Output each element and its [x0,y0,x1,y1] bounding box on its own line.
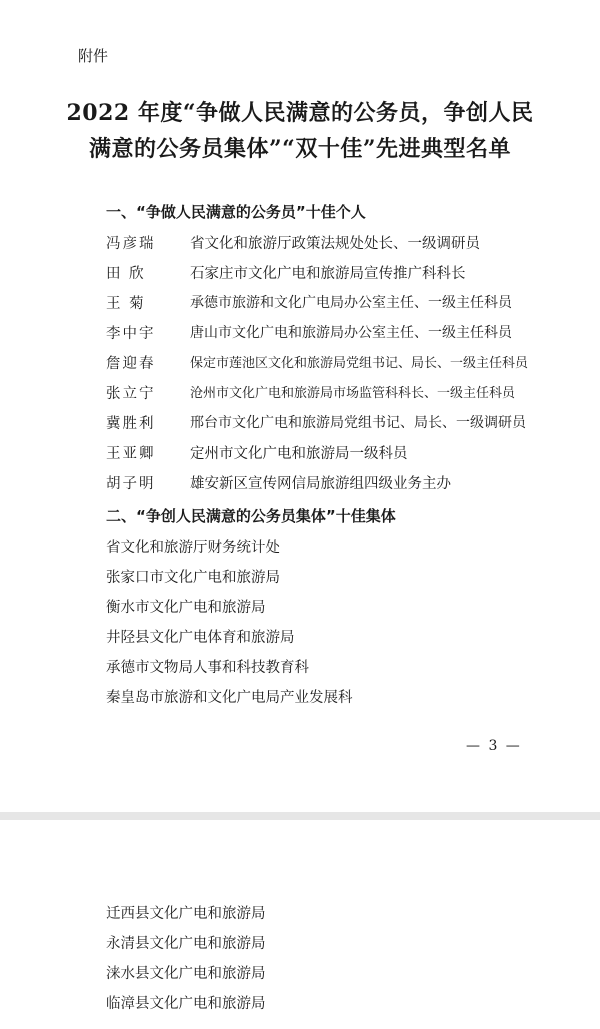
page-number: — 3 — [466,738,522,754]
group-item: 省文化和旅游厅财务统计处 [106,540,280,556]
person-row [0,322,600,352]
group-item: 永清县文化广电和旅游局 [106,936,266,952]
section-2-heading: 二、“争创人民满意的公务员集体”十佳集体 [106,507,396,525]
person-name: 李中宇 [106,326,156,342]
person-position: 石家庄市文化广电和旅游局宣传推广科科长 [190,266,466,282]
person-name: 王亚卿 [106,446,156,462]
person-row [0,232,600,262]
group-item: 井陉县文化广电体育和旅游局 [106,630,295,646]
person-name: 田 欣 [106,266,146,282]
page-separator [0,812,600,820]
person-row [0,442,600,472]
person-position: 定州市文化广电和旅游局一级科员 [190,446,408,462]
group-item: 迁西县文化广电和旅游局 [106,906,266,922]
person-position: 唐山市文化广电和旅游局办公室主任、一级主任科员 [190,325,512,341]
group-item: 衡水市文化广电和旅游局 [106,600,266,616]
person-row [0,352,600,382]
document-title-line-1: 2022 年度“争做人民满意的公务员，争创人民 [66,100,534,126]
group-item: 张家口市文化广电和旅游局 [106,570,280,586]
person-row [0,262,600,292]
person-row [0,382,600,412]
attachment-label: 附件 [78,47,109,65]
person-position: 沧州市文化广电和旅游局市场监管科科长、一级主任科员 [190,386,516,401]
person-name: 王 菊 [106,296,146,312]
section-1-heading: 一、“争做人民满意的公务员”十佳个人 [106,203,366,221]
person-name: 冯彦瑞 [106,236,156,252]
group-item: 承德市文物局人事和科技教育科 [106,660,309,676]
person-row [0,292,600,322]
person-position: 省文化和旅游厅政策法规处处长、一级调研员 [190,236,480,252]
group-item: 涞水县文化广电和旅游局 [106,966,266,982]
person-position: 邢台市文化广电和旅游局党组书记、局长、一级调研员 [190,415,526,431]
group-item: 临漳县文化广电和旅游局 [106,996,266,1012]
person-name: 胡子明 [106,476,156,492]
person-position: 雄安新区宣传网信局旅游组四级业务主办 [190,476,451,492]
person-position: 承德市旅游和文化广电局办公室主任、一级主任科员 [190,295,512,311]
person-position: 保定市莲池区文化和旅游局党组书记、局长、一级主任科员 [190,356,529,371]
group-item: 秦皇岛市旅游和文化广电局产业发展科 [106,690,353,706]
person-row [0,472,600,502]
person-name: 詹迎春 [106,356,156,372]
person-row [0,412,600,442]
document-title-line-2: 满意的公务员集体”“双十佳”先进典型名单 [89,136,511,162]
document-page-2 [0,820,600,1029]
person-name: 冀胜利 [106,416,156,432]
person-name: 张立宁 [106,386,156,402]
